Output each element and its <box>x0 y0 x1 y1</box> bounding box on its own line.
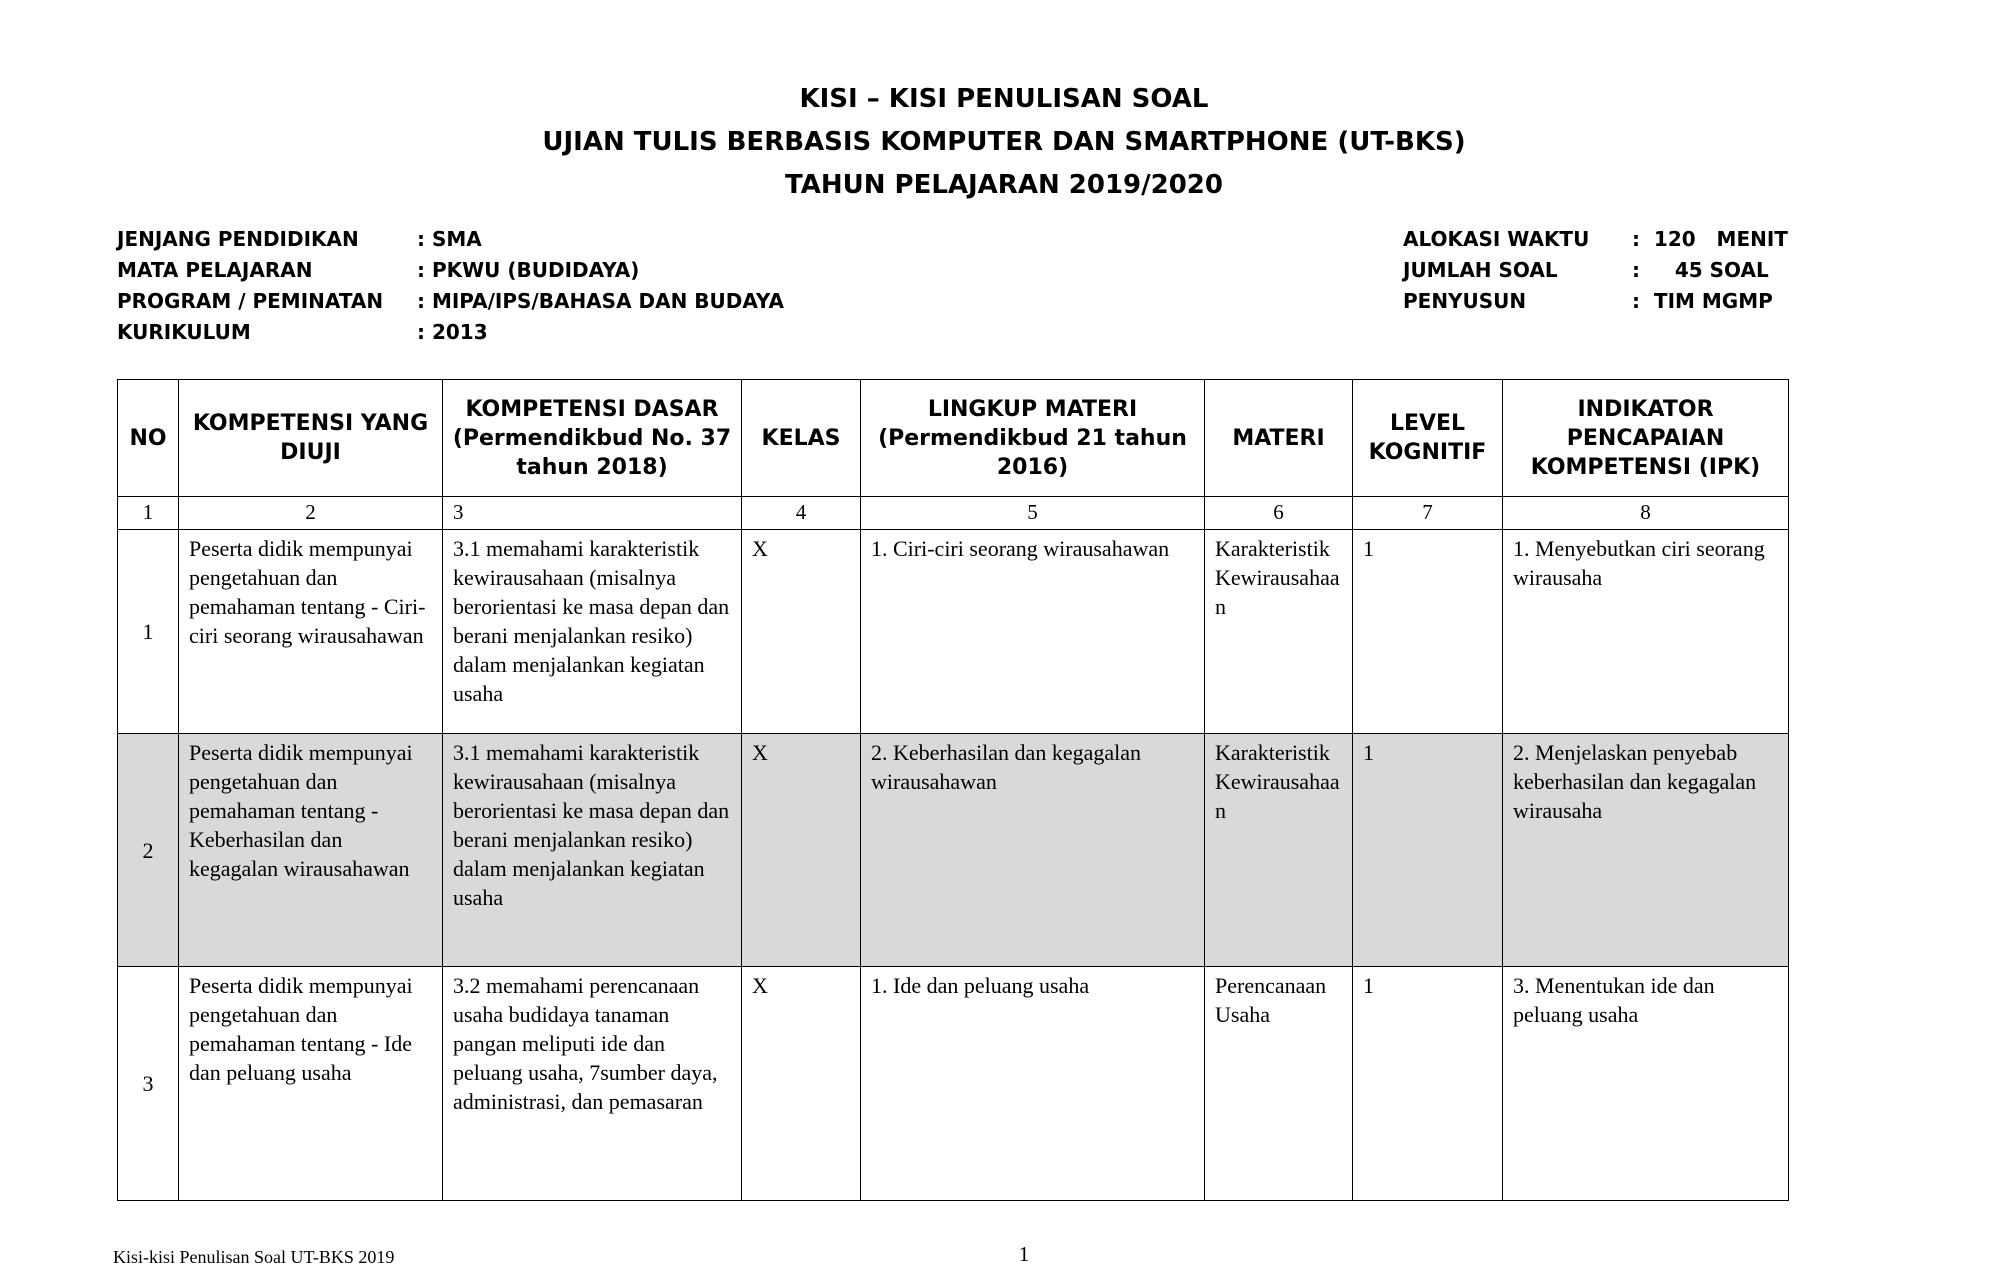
document-title-block <box>0 78 2008 207</box>
cell-kelas: X <box>742 530 861 734</box>
title-line-3: TAHUN PELAJARAN 2019/2020 <box>784 170 1223 200</box>
table-row <box>118 530 1789 734</box>
column-number: 2 <box>179 497 443 530</box>
cell-kd: 3.1 memahami karakteristik kewirausahaan (misalnya berorientasi ke masa depan dan berani menjalankan resiko) dalam menjalankan kegiatan usaha <box>443 734 742 967</box>
meta-value: : 2013 <box>417 320 488 344</box>
header-kompetensi: KOMPETENSI YANG DIUJI <box>179 380 443 497</box>
header-level: LEVEL KOGNITIF <box>1353 380 1503 497</box>
header-no: NO <box>118 380 179 497</box>
meta-row-mapel <box>117 255 1017 286</box>
cell-kelas: X <box>742 734 861 967</box>
cell-level: 1 <box>1353 734 1503 967</box>
cell-kompetensi: Peserta didik mempunyai pengetahuan dan pemahaman tentang - Ide dan peluang usaha <box>179 967 443 1201</box>
cell-lingkup: 2. Keberhasilan dan kegagalan wirausahawan <box>861 734 1205 967</box>
meta-left <box>117 224 1017 348</box>
header-materi: MATERI <box>1205 380 1353 497</box>
column-number-row <box>118 497 1789 530</box>
meta-row-jenjang <box>117 224 1017 255</box>
page-number: 1 <box>1018 1242 1030 1266</box>
meta-value: : MIPA/IPS/BAHASA DAN BUDAYA <box>417 289 784 313</box>
meta-label: PENYUSUN <box>1403 289 1527 313</box>
column-number: 6 <box>1205 497 1353 530</box>
cell-materi: Karakteristik Kewirausahaan <box>1205 530 1353 734</box>
cell-kelas: X <box>742 967 861 1201</box>
cell-ipk: 3. Menentukan ide dan peluang usaha <box>1503 967 1789 1201</box>
meta-value: : 45 SOAL <box>1632 258 1769 282</box>
column-number: 4 <box>742 497 861 530</box>
cell-no: 1 <box>118 530 179 734</box>
kisi-kisi-table <box>117 379 1789 1201</box>
cell-lingkup: 1. Ciri-ciri seorang wirausahawan <box>861 530 1205 734</box>
column-number: 5 <box>861 497 1205 530</box>
cell-level: 1 <box>1353 967 1503 1201</box>
cell-materi: Karakteristik Kewirausahaan <box>1205 734 1353 967</box>
meta-row-penyusun <box>1403 286 1863 317</box>
cell-kd: 3.2 memahami perencanaan usaha budidaya tanaman pangan meliputi ide dan peluang usaha, 7sumber daya, administrasi, dan pemasaran <box>443 967 742 1201</box>
title-line-2: UJIAN TULIS BERBASIS KOMPUTER DAN SMARTPHONE (UT-BKS) <box>542 127 1466 157</box>
meta-row-alokasi <box>1403 224 1863 255</box>
meta-label: KURIKULUM <box>117 320 251 344</box>
meta-right <box>1403 224 1863 317</box>
header-ipk: INDIKATOR PENCAPAIAN KOMPETENSI (IPK) <box>1503 380 1789 497</box>
meta-row-jumlah <box>1403 255 1863 286</box>
column-number: 3 <box>443 497 742 530</box>
header-lingkup: LINGKUP MATERI (Permendikbud 21 tahun 2016) <box>861 380 1205 497</box>
column-number: 1 <box>118 497 179 530</box>
meta-row-program <box>117 286 1017 317</box>
cell-ipk: 1. Menyebutkan ciri seorang wirausaha <box>1503 530 1789 734</box>
meta-label: PROGRAM / PEMINATAN <box>117 289 384 313</box>
header-row <box>118 380 1789 497</box>
meta-label: JENJANG PENDIDIKAN <box>117 227 359 251</box>
table-row <box>118 967 1789 1201</box>
meta-value: : TIM MGMP <box>1632 289 1773 313</box>
cell-no: 2 <box>118 734 179 967</box>
table-row <box>118 734 1789 967</box>
meta-label: MATA PELAJARAN <box>117 258 313 282</box>
cell-no: 3 <box>118 967 179 1201</box>
cell-kompetensi: Peserta didik mempunyai pengetahuan dan pemahaman tentang - Ciri-ciri seorang wirausahawan <box>179 530 443 734</box>
cell-ipk: 2. Menjelaskan penyebab keberhasilan dan kegagalan wirausaha <box>1503 734 1789 967</box>
column-number: 8 <box>1503 497 1789 530</box>
header-kelas: KELAS <box>742 380 861 497</box>
meta-value: : 120 MENIT <box>1632 227 1788 251</box>
cell-level: 1 <box>1353 530 1503 734</box>
meta-row-kurikulum <box>117 317 1017 348</box>
cell-lingkup: 1. Ide dan peluang usaha <box>861 967 1205 1201</box>
meta-label: ALOKASI WAKTU <box>1403 227 1590 251</box>
cell-kd: 3.1 memahami karakteristik kewirausahaan (misalnya berorientasi ke masa depan dan berani menjalankan resiko) dalam menjalankan kegiatan usaha <box>443 530 742 734</box>
column-number: 7 <box>1353 497 1503 530</box>
header-kd: KOMPETENSI DASAR (Permendikbud No. 37 tahun 2018) <box>443 380 742 497</box>
footer-text: Kisi-kisi Penulisan Soal UT-BKS 2019 <box>113 1247 395 1267</box>
cell-kompetensi: Peserta didik mempunyai pengetahuan dan pemahaman tentang - Keberhasilan dan kegagalan wirausahawan <box>179 734 443 967</box>
title-line-1: KISI – KISI PENULISAN SOAL <box>799 84 1209 114</box>
cell-materi: Perencanaan Usaha <box>1205 967 1353 1201</box>
meta-value: : PKWU (BUDIDAYA) <box>417 258 640 282</box>
meta-label: JUMLAH SOAL <box>1403 258 1558 282</box>
meta-value: : SMA <box>417 227 482 251</box>
